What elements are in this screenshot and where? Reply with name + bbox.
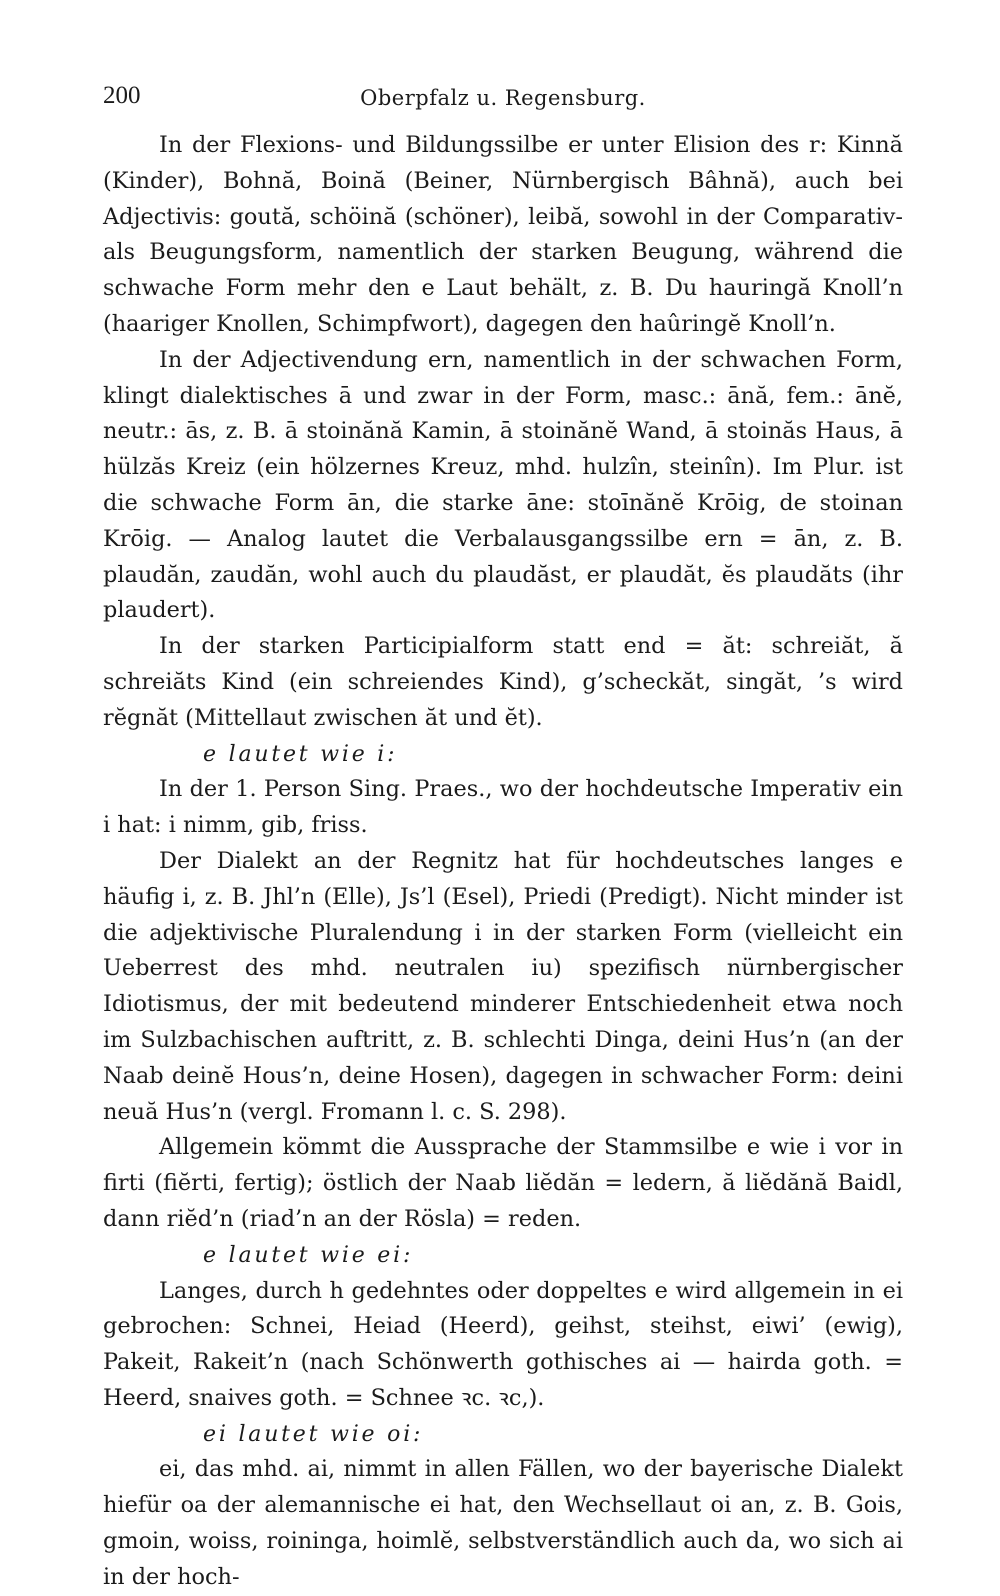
paragraph-imperative: In der 1. Person Sing. Praes., wo der hochdeutsche Imperativ ein i hat: i nimm, gib, friss. bbox=[103, 776, 903, 839]
page-body bbox=[103, 128, 903, 1596]
book-page bbox=[103, 74, 903, 1596]
paragraph-long-e: Langes, durch h gedehntes oder doppeltes e wird allgemein in ei gebrochen: Schnei, Heiad (Heerd), geihst, steihst, eiwi’ (ewig), Pakeit, Rakeit’n (nach Schönwerth gothisches ai — hairda goth. = Heerd, snaives goth. = Schnee ꝛc. ꝛc,). bbox=[103, 1277, 903, 1411]
paragraph-adjective-ending: In der Adjectivendung ern, namentlich in der schwachen Form, klingt dialektisches ā und zwar in der Form, masc.: ānă, fem.: ānĕ, neutr.: ās, z. B. ā stoinănă Kamin, ā stoinănĕ Wand, ā stoinăs Haus, ā hülzăs Kreiz (ein hölzernes Kreuz, mhd. hulzîn, steinîn). Im Plur. ist die schwache Form ān, die starke āne: stoīnănĕ Krōig, de stoinan Krōig. — Analog lautet die Verbalausgangssilbe ern = ān, z. B. plaudăn, zaudăn, wohl auch du plaudăst, er plaudăt, ĕs plaudăts (ihr plaudert). bbox=[103, 346, 903, 624]
paragraph-regnitz-dialect: Der Dialekt an der Regnitz hat für hochdeutsches langes e häufig i, z. B. Jhl’n (Elle), Js’l (Esel), Priedi (Predigt). Nicht minder ist die adjektivische Pluralendung i in der starken Form (vielleicht ein Ueberrest des mhd. neutralen iu) spezifisch nürnbergischer Idiotismus, der mit bedeutend minderer Entschiedenheit etwa noch im Sulzbachischen auftritt, z. B. schlechti Dinga, deini Hus’n (an der Naab deinĕ Hous’n, deine Hosen), dagegen in schwacher Form: deini neuă Hus’n (vergl. Fromann l. c. S. 298). bbox=[103, 847, 903, 1125]
subheading-ei-as-oi: ei lautet wie oi: bbox=[203, 1421, 424, 1447]
running-title: Oberpfalz u. Regensburg. bbox=[360, 86, 646, 110]
paragraph-flexion-er: In der Flexions- und Bildungssilbe er unter Elision des r: Kinnă (Kinder), Bohnă, Boină (Beiner, Nürnbergisch Bâhnă), auch bei Adjectivis: goută, schöină (schöner), leibă, sowohl in der Comparativ- als Beugungsform, namentlich der starken Beugung, während die schwache Form mehr den e Laut behält, z. B. Du hauringă Knoll’n (haariger Knollen, Schimpfwort), dagegen den haûringĕ Knoll’n. bbox=[103, 132, 903, 337]
subheading-e-as-i: e lautet wie i: bbox=[203, 741, 398, 767]
paragraph-participle: In der starken Participialform statt end = ăt: schreiăt, ă schreiăts Kind (ein schreiendes Kind), g’scheckăt, singăt, ’s wird rĕgnăt (Mittellaut zwischen ăt und ĕt). bbox=[103, 633, 903, 731]
paragraph-mhd-ai: ei, das mhd. ai, nimmt in allen Fällen, wo der bayerische Dialekt hiefür oa der alemannische ei hat, den Wechsellaut oi an, z. B. Gois, gmoin, woiss, roininga, hoimlĕ, selbstverständlich auch da, wo sich ai in der hoch- bbox=[103, 1456, 903, 1590]
subheading-e-as-ei: e lautet wie ei: bbox=[203, 1242, 414, 1268]
paragraph-stem-syllable: Allgemein kömmt die Aussprache der Stammsilbe e wie i vor in firti (fiĕrti, fertig); östlich der Naab liĕdăn = ledern, ă liĕdănă Baidl, dann riĕd’n (riad’n an der Rösla) = reden. bbox=[103, 1134, 903, 1232]
page-header bbox=[103, 74, 903, 114]
page-number: 200 bbox=[103, 82, 141, 109]
